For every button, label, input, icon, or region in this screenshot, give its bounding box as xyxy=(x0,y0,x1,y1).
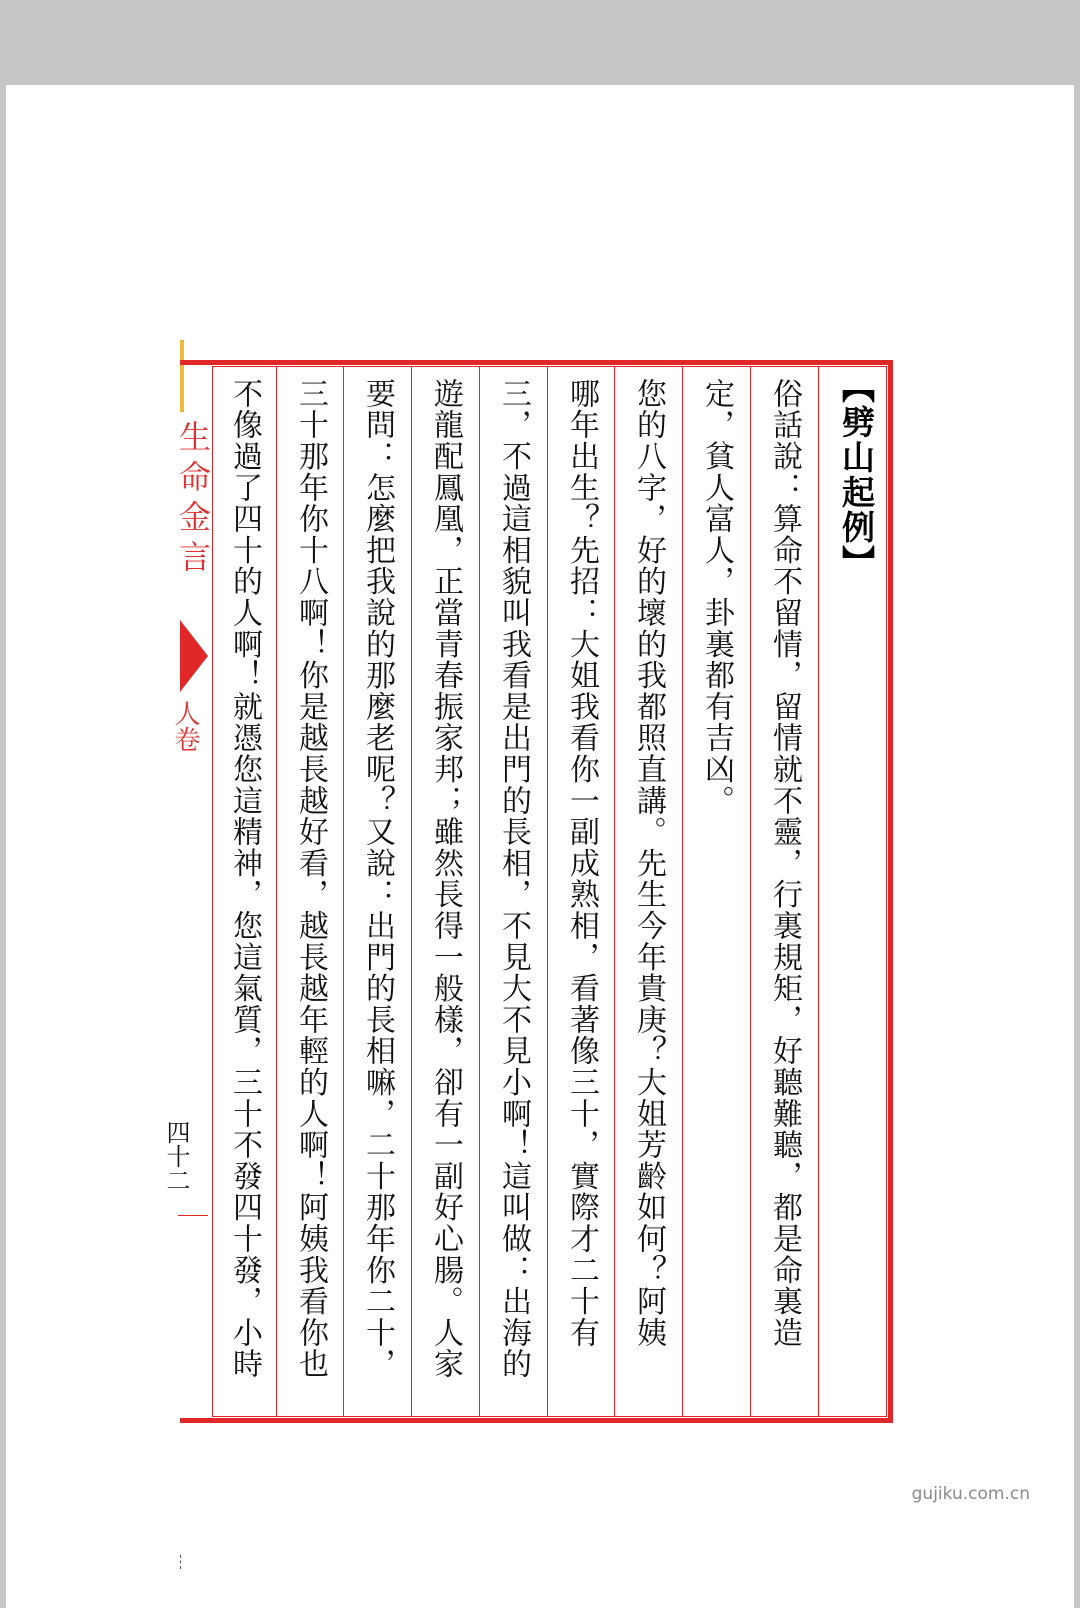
column-rule xyxy=(411,366,412,1417)
text-column-2: 定，貧人富人，卦裏都有吉凶。 xyxy=(699,378,734,817)
column-rule xyxy=(682,366,683,1417)
column-rule xyxy=(818,366,819,1417)
column-rule xyxy=(343,366,344,1417)
site-watermark: gujiku.com.cn xyxy=(911,1484,1030,1504)
text-column-6: 遊龍配鳳凰，正當青春振家邦；雖然長得一般樣，卻有一副好心腸。人家 xyxy=(428,378,463,1380)
column-rule xyxy=(479,366,480,1417)
text-column-3: 您的八字，好的壞的我都照直講。先生今年貴庚？大姐芳齡如何？阿姨 xyxy=(631,378,666,1349)
page-number: 四十二 xyxy=(162,1120,190,1192)
section-heading: 【劈山起例】 xyxy=(837,370,876,580)
margin-volume: 人卷 xyxy=(170,700,200,752)
margin-book-title: 生命金言 xyxy=(174,420,212,580)
column-rule xyxy=(614,366,615,1417)
text-column-1: 俗話說：算命不留情，留情就不靈，行裏規矩，好聽難聽，都是命裏造 xyxy=(767,378,802,1349)
text-column-7: 要問：怎麼把我說的那麼老呢？又說：出門的長相嘛，二十那年你二十， xyxy=(360,378,395,1380)
column-rule xyxy=(276,366,277,1417)
text-column-8: 三十那年你十八啊！你是越長越好看，越長越年輕的人啊！阿姨我看你也 xyxy=(293,378,328,1380)
text-column-4: 哪年出生？先招：大姐我看你一副成熟相，看著像三十，實際才二十有 xyxy=(564,378,599,1349)
text-column-9: 不像過了四十的人啊！就憑您這精神，您這氣質，三十不發四十發，小時 xyxy=(227,378,262,1380)
column-rule xyxy=(750,366,751,1417)
text-column-5: 三，不過這相貌叫我看是出門的長相，不見大不見小啊！這叫做：出海的 xyxy=(496,378,531,1380)
column-rule xyxy=(547,366,548,1417)
binding-tick xyxy=(180,1555,184,1569)
